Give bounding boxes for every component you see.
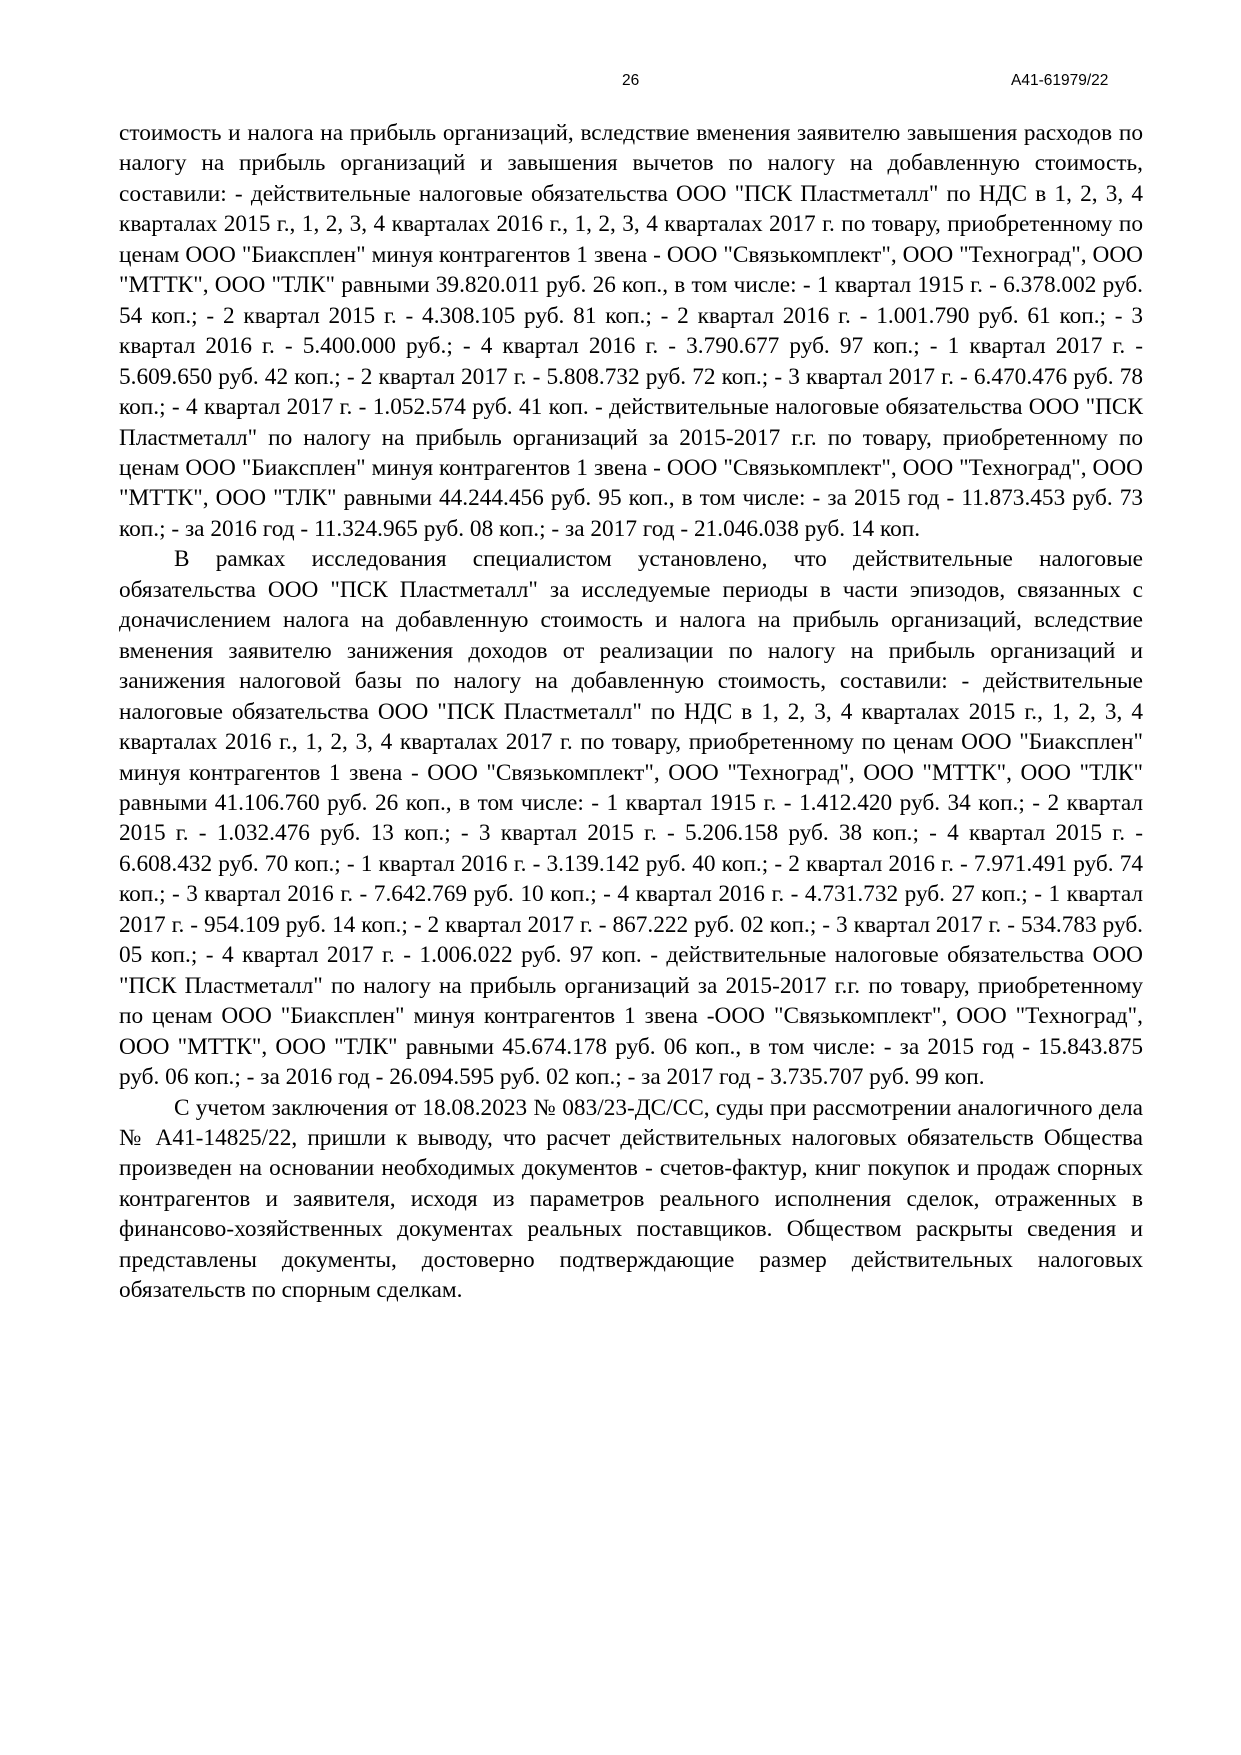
document-body <box>119 118 1143 1306</box>
page-header <box>0 72 1241 96</box>
case-number: А41-61979/22 <box>1011 72 1109 89</box>
page-number: 26 <box>622 72 640 89</box>
paragraph-specialist-findings: В рамках исследования специалистом установлено, что действительные налоговые обязательства ООО "ПСК Пластметалл" за исследуемые периоды в части эпизодов, связанных с доначислением налога на добавленную стоимость и налога на прибыль организаций, вследствие вменения заявителю занижения доходов от реализации по налогу на прибыль организаций и занижения налоговой базы по налогу на добавленную стоимость, составили: - действительные налоговые обязательства ООО "ПСК Пластметалл" по НДС в 1, 2, 3, 4 кварталах 2015 г., 1, 2, 3, 4 кварталах 2016 г., 1, 2, 3, 4 кварталах 2017 г. по товару, приобретенному по ценам ООО "Биакcплен" минуя контрагентов 1 звена - ООО "Связькомплект", ООО "Техноград", ООО "МТТК", ООО "ТЛК" равными 41.106.760 руб. 26 коп., в том числе: - 1 квартал 1915 г. - 1.412.420 руб. 34 коп.; - 2 квартал 2015 г. - 1.032.476 руб. 13 коп.; - 3 квартал 2015 г. - 5.206.158 руб. 38 коп.; - 4 квартал 2015 г. - 6.608.432 руб. 70 коп.; - 1 квартал 2016 г. - 3.139.142 руб. 40 коп.; - 2 квартал 2016 г. - 7.971.491 руб. 74 коп.; - 3 квартал 2016 г. - 7.642.769 руб. 10 коп.; - 4 квартал 2016 г. - 4.731.732 руб. 27 коп.; - 1 квартал 2017 г. - 954.109 руб. 14 коп.; - 2 квартал 2017 г. - 867.222 руб. 02 коп.; - 3 квартал 2017 г. - 534.783 руб. 05 коп.; - 4 квартал 2017 г. - 1.006.022 руб. 97 коп. - действительные налоговые обязательства ООО "ПСК Пластметалл" по налогу на прибыль организаций за 2015-2017 г.г. по товару, приобретенному по ценам ООО "Биакcплен" минуя контрагентов 1 звена -ООО "Связькомплект", ООО "Техноград", ООО "МТТК", ООО "ТЛК" равными 45.674.178 руб. 06 коп., в том числе: - за 2015 год - 15.843.875 руб. 06 коп.; - за 2016 год - 26.094.595 руб. 02 коп.; - за 2017 год - 3.735.707 руб. 99 коп. <box>119 546 1143 1091</box>
paragraph-continuation: стоимость и налога на прибыль организаций, вследствие вменения заявителю завышения расходов по налогу на прибыль организаций и завышения вычетов по налогу на добавленную стоимость, составили: - действительные налоговые обязательства ООО "ПСК Пластметалл" по НДС в 1, 2, 3, 4 кварталах 2015 г., 1, 2, 3, 4 кварталах 2016 г., 1, 2, 3, 4 кварталах 2017 г. по товару, приобретенному по ценам ООО "Биакcплен" минуя контрагентов 1 звена - ООО "Связькомплект", ООО "Техноград", ООО "МТТК", ООО "ТЛК" равными 39.820.011 руб. 26 коп., в том числе: - 1 квартал 1915 г. - 6.378.002 руб. 54 коп.; - 2 квартал 2015 г. - 4.308.105 руб. 81 коп.; - 2 квартал 2016 г. - 1.001.790 руб. 61 коп.; - 3 квартал 2016 г. - 5.400.000 руб.; - 4 квартал 2016 г. - 3.790.677 руб. 97 коп.; - 1 квартал 2017 г. - 5.609.650 руб. 42 коп.; - 2 квартал 2017 г. - 5.808.732 руб. 72 коп.; - 3 квартал 2017 г. - 6.470.476 руб. 78 коп.; - 4 квартал 2017 г. - 1.052.574 руб. 41 коп. - действительные налоговые обязательства ООО "ПСК Пластметалл" по налогу на прибыль организаций за 2015-2017 г.г. по товару, приобретенному по ценам ООО "Биакcплен" минуя контрагентов 1 звена - ООО "Связькомплект", ООО "Техноград", ООО "МТТК", ООО "ТЛК" равными 44.244.456 руб. 95 коп., в том числе: - за 2015 год - 11.873.453 руб. 73 коп.; - за 2016 год - 11.324.965 руб. 08 коп.; - за 2017 год - 21.046.038 руб. 14 коп. <box>119 120 1143 542</box>
paragraph-court-conclusion: С учетом заключения от 18.08.2023 № 083/23-ДС/СС, суды при рассмотрении аналогичного дела № А41-14825/22, пришли к выводу, что расчет действительных налоговых обязательств Общества произведен на основании необходимых документов - счетов-фактур, книг покупок и продаж спорных контрагентов и заявителя, исходя из параметров реального исполнения сделок, отраженных в финансово-хозяйственных документах реальных поставщиков. Обществом раскрыты сведения и представлены документы, достоверно подтверждающие размер действительных налоговых обязательств по спорным сделкам. <box>119 1094 1143 1304</box>
